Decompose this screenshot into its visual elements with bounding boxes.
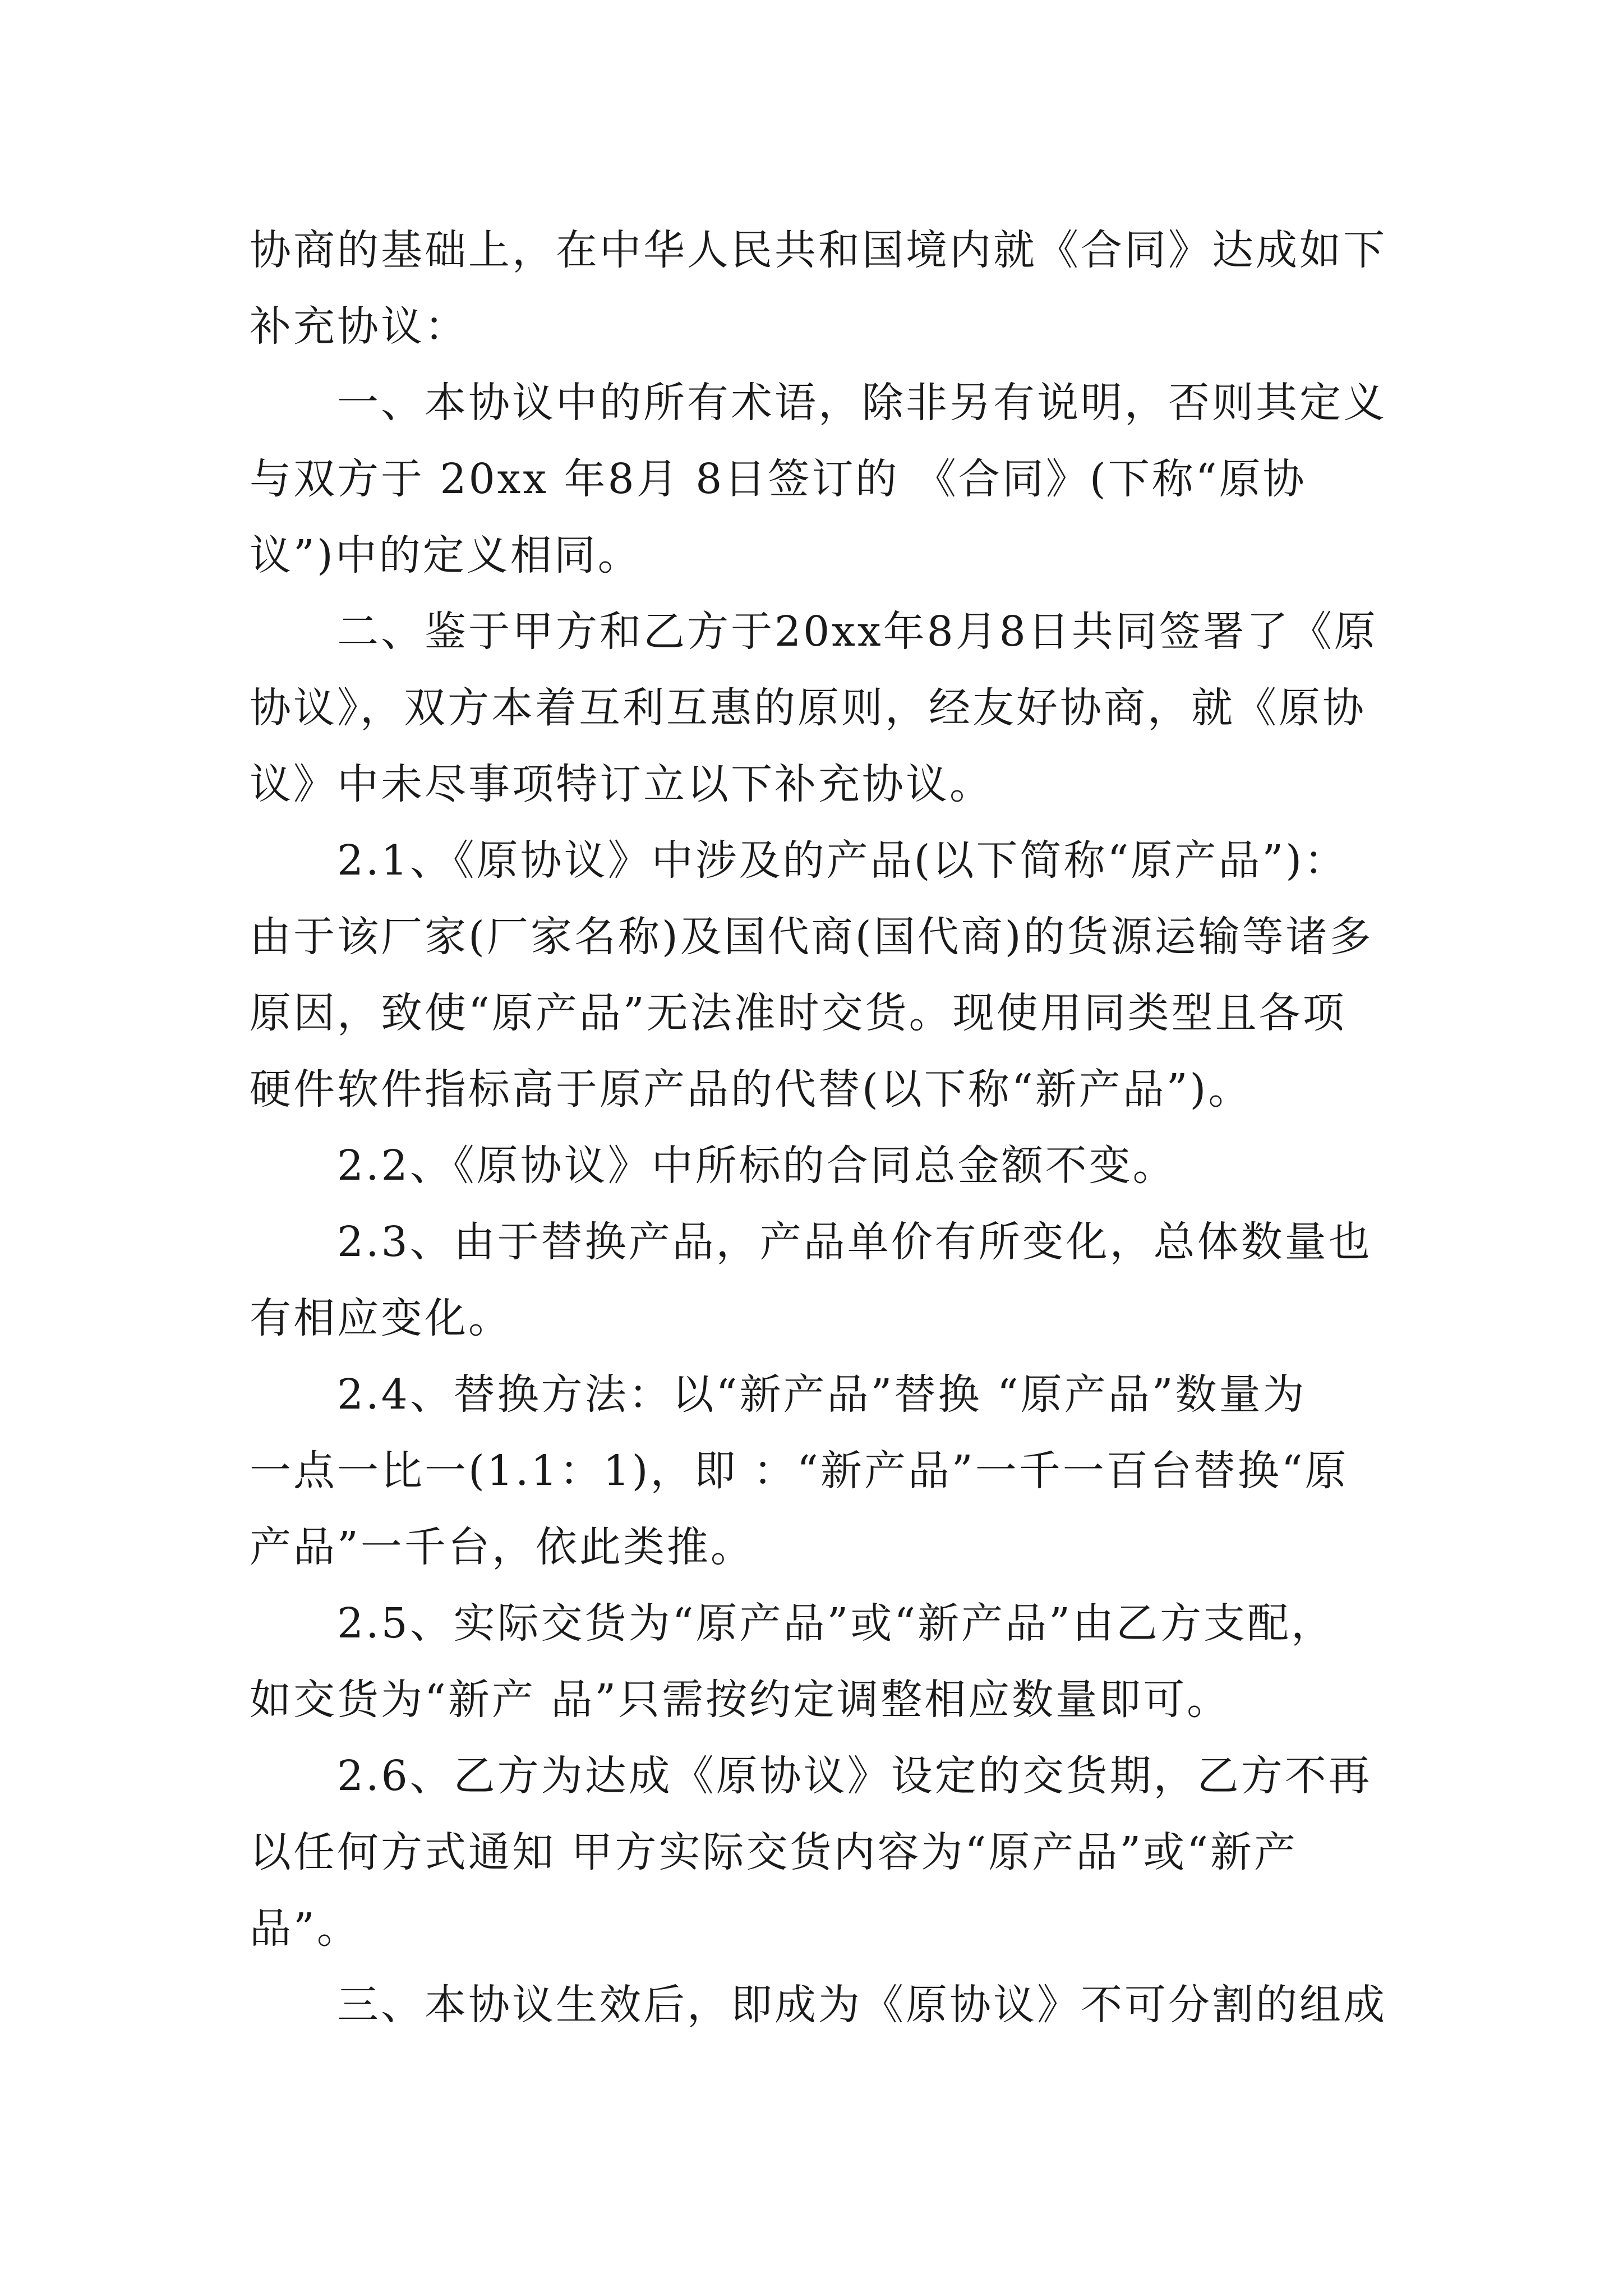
text-line: 以任何方式通知 甲方实际交货内容为“原产品”或“新产	[250, 1828, 1298, 1876]
text-line: 2.6、乙方为达成《原协议》设定的交货期，乙方不再	[337, 1752, 1372, 1800]
paragraph-8	[250, 1738, 1388, 1967]
text-line: 一点一比一(1.1：1)，即 ：“新产品”一千一百台替换“原	[250, 1447, 1349, 1495]
paragraph-3	[250, 822, 1388, 1128]
paragraph-5	[250, 1204, 1388, 1356]
paragraph-2	[250, 593, 1388, 822]
text-line: 品”。	[250, 1904, 361, 1953]
text-line: 一、本协议中的所有术语，除非另有说明，否则其定义	[337, 379, 1387, 427]
text-line: 硬件软件指标高于原产品的代替(以下称“新产品”)。	[250, 1065, 1252, 1114]
text-line: 2.5、实际交货为“原产品”或“新产品”由乙方支配，	[337, 1599, 1335, 1648]
text-line: 议》中未尽事项特订立以下补充协议。	[250, 760, 993, 808]
text-line: 与双方于 20xx 年8月 8日签订的 《合同》(下称“原协	[250, 455, 1307, 503]
text-line: 2.1、《原协议》中涉及的产品(以下简称“原产品”)：	[337, 836, 1348, 885]
paragraph-4	[250, 1128, 1388, 1204]
text-line: 议”)中的定义相同。	[250, 531, 642, 579]
text-line: 产品”一千台，依此类推。	[250, 1523, 754, 1571]
text-line: 有相应变化。	[250, 1294, 512, 1342]
text-line: 协议》，双方本着互利互惠的原则，经友好协商，就《原协	[250, 684, 1366, 732]
document-body	[250, 212, 1388, 2043]
text-line: 2.2、《原协议》中所标的合同总金额不变。	[337, 1142, 1177, 1190]
text-line: 原因，致使“原产品”无法准时交货。现使用同类型且各项	[250, 989, 1347, 1037]
paragraph-9	[250, 1967, 1388, 2043]
text-line: 由于该厂家(厂家名称)及国代商(国代商)的货源运输等诸多	[250, 913, 1373, 961]
text-line: 补充协议：	[250, 302, 468, 351]
paragraph-1	[250, 365, 1388, 593]
text-line: 2.4、替换方法：以“新产品”替换 “原产品”数量为	[337, 1370, 1307, 1419]
paragraph-7	[250, 1585, 1388, 1738]
text-line: 二、鉴于甲方和乙方于20xx年8月8日共同签署了《原	[337, 608, 1378, 656]
paragraph-0	[250, 212, 1388, 365]
text-line: 三、本协议生效后，即成为《原协议》不可分割的组成	[337, 1981, 1387, 2029]
text-line: 2.3、由于替换产品，产品单价有所变化，总体数量也	[337, 1218, 1372, 1266]
paragraph-6	[250, 1356, 1388, 1585]
text-line: 如交货为“新产 品”只需按约定调整相应数量即可。	[250, 1676, 1231, 1724]
text-line: 协商的基础上，在中华人民共和国境内就《合同》达成如下	[250, 226, 1387, 274]
